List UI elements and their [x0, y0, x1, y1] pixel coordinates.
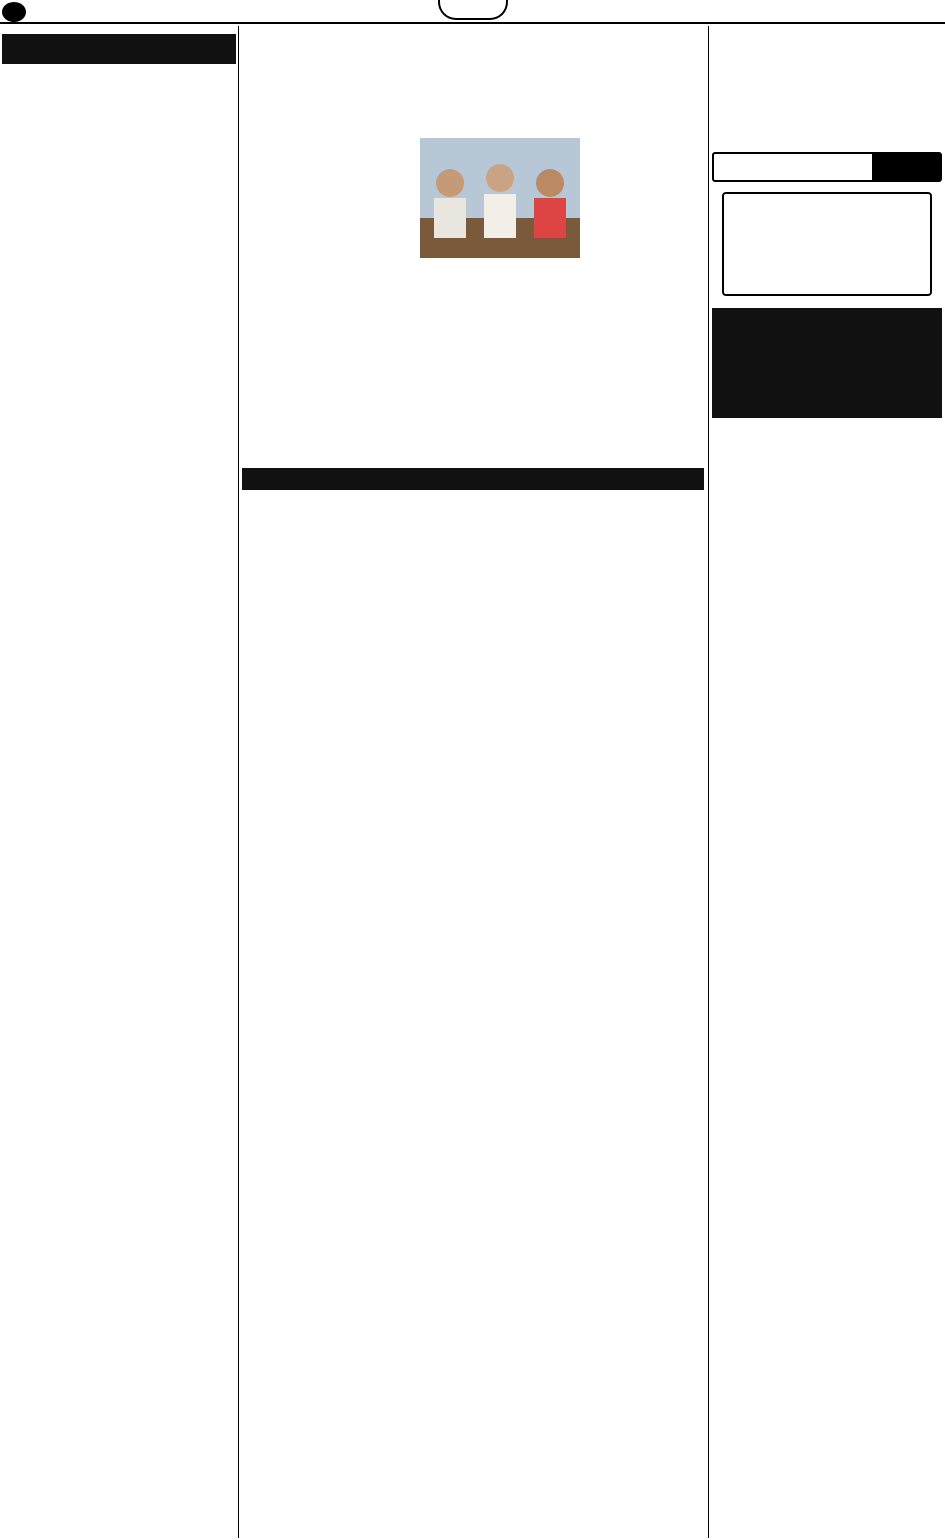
section-title — [872, 154, 940, 180]
lead-subhead — [242, 108, 704, 130]
himachal-headline — [242, 642, 704, 682]
leaders-photo-art — [420, 138, 580, 258]
daily-quote — [722, 192, 932, 296]
space-headline — [242, 428, 704, 468]
motto — [712, 28, 942, 58]
lead-body-col3 — [242, 138, 414, 420]
lead-body-col1 — [584, 138, 704, 420]
lead-headline — [242, 48, 704, 88]
left-column — [2, 28, 236, 1538]
masthead-small — [438, 0, 508, 20]
section-strip — [712, 152, 942, 182]
editorial-body — [712, 426, 942, 1534]
headline-unctad — [2, 34, 236, 64]
space-subhead — [242, 468, 704, 490]
page-number — [2, 2, 26, 22]
space-body — [242, 496, 704, 634]
editorial-date — [718, 154, 868, 180]
editorial-title — [712, 308, 942, 418]
leaders-photo — [420, 138, 580, 258]
body-unctad — [2, 90, 236, 322]
lead-body-col2 — [420, 262, 580, 420]
center-area — [242, 28, 704, 1538]
column-rule — [238, 26, 239, 1538]
column-rule — [708, 26, 709, 1538]
page-header-bar — [0, 0, 945, 24]
masthead-logo — [732, 64, 922, 144]
subhead-unctad — [2, 68, 236, 88]
editorial-column — [712, 28, 942, 1538]
himachal-body — [242, 688, 704, 916]
